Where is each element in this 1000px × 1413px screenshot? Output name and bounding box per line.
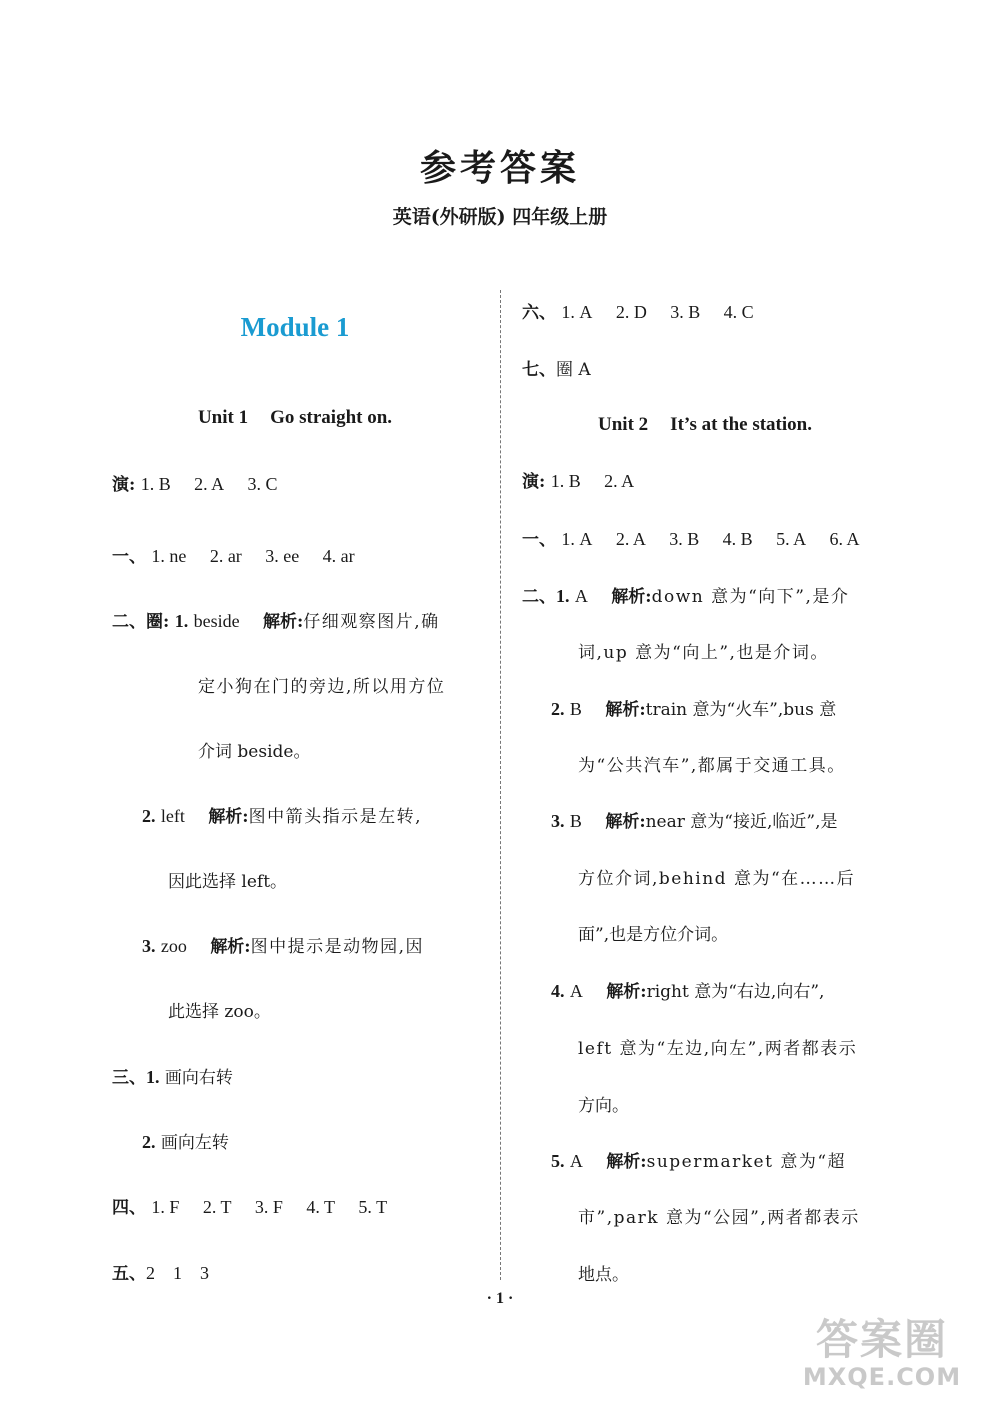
right-yan-row bbox=[522, 467, 634, 492]
column-divider bbox=[500, 290, 501, 1280]
right-section-2-q4 bbox=[551, 977, 824, 1002]
answer: 2. D bbox=[615, 302, 647, 322]
left-section-3-q2 bbox=[142, 1128, 229, 1153]
analysis-label: 解析: bbox=[605, 812, 646, 832]
answer: zoo bbox=[160, 936, 187, 956]
analysis-text: 方向。 bbox=[578, 1096, 629, 1116]
answer: 1. B bbox=[140, 474, 171, 494]
module-title: Module 1 bbox=[240, 312, 350, 342]
section-label: 七、 bbox=[522, 360, 556, 380]
answer: 1. B bbox=[550, 471, 581, 491]
analysis-text: train 意为“火车”,bus 意 bbox=[645, 700, 837, 720]
answer: A bbox=[569, 981, 583, 1001]
analysis-text: 图中提示是动物园,因 bbox=[250, 937, 424, 957]
watermark bbox=[792, 1317, 972, 1399]
answer: B bbox=[569, 699, 582, 719]
unit2-title bbox=[520, 414, 890, 436]
analysis-text: 面”,也是方位介词。 bbox=[578, 925, 729, 945]
answer: 1. A bbox=[561, 302, 593, 322]
question-number: 3. bbox=[142, 936, 156, 956]
answer: 2. A bbox=[194, 474, 225, 494]
answer: beside bbox=[193, 611, 240, 631]
page-number: · 1 · bbox=[486, 1290, 514, 1307]
analysis-label: 解析: bbox=[606, 982, 647, 1002]
analysis-text: 介词 beside。 bbox=[198, 742, 311, 762]
left-section-2-q2 bbox=[142, 802, 422, 827]
answer: 6. A bbox=[829, 529, 860, 549]
unit1-name: Go straight on. bbox=[270, 407, 393, 428]
analysis-text: 图中箭头指示是左转, bbox=[248, 807, 422, 827]
analysis-label: 解析: bbox=[605, 700, 646, 720]
analysis-label: 解析: bbox=[606, 1152, 647, 1172]
answer: 画向右转 bbox=[164, 1068, 233, 1088]
left-section-3-q1 bbox=[112, 1063, 233, 1088]
question-number: 1. bbox=[556, 586, 570, 606]
left-yan-row bbox=[112, 470, 278, 495]
yan-label: 演: bbox=[522, 472, 546, 492]
answer: 1. ne bbox=[151, 546, 187, 566]
answer: 3. F bbox=[254, 1197, 283, 1217]
analysis-label: 解析: bbox=[208, 807, 249, 827]
answer: B bbox=[569, 811, 582, 831]
answer: A bbox=[569, 1151, 583, 1171]
question-number: 2. bbox=[142, 1132, 156, 1152]
left-section-5-row bbox=[112, 1259, 209, 1285]
watermark-site: MXQE.COM bbox=[802, 1363, 962, 1391]
analysis-label: 解析: bbox=[611, 587, 652, 607]
section-label: 二、 bbox=[522, 587, 556, 607]
answer: 1. F bbox=[151, 1197, 180, 1217]
analysis-text: 为“公共汽车”,都属于交通工具。 bbox=[578, 756, 846, 776]
answer: 4. B bbox=[722, 529, 753, 549]
watermark-logo: 答案圈 bbox=[815, 1315, 948, 1364]
answer: 3. C bbox=[247, 474, 278, 494]
right-section-2-q3 bbox=[551, 807, 837, 832]
question-number: 2. bbox=[142, 806, 156, 826]
answer: 圈 A bbox=[556, 360, 591, 380]
analysis-text: 仔细观察图片,确 bbox=[303, 612, 440, 632]
answer: 2. T bbox=[202, 1197, 232, 1217]
analysis-text: down 意为“向下”,是介 bbox=[651, 587, 850, 607]
answer: 3. ee bbox=[265, 546, 300, 566]
right-section-6-row bbox=[522, 298, 754, 323]
left-section-4-row bbox=[112, 1193, 387, 1218]
analysis-text: right 意为“右边,向右”, bbox=[646, 982, 825, 1002]
right-section-7-row bbox=[522, 355, 591, 380]
section-label: 三、 bbox=[112, 1068, 146, 1088]
analysis-text: 市”,park 意为“公园”,两者都表示 bbox=[578, 1208, 860, 1228]
answer: 3. B bbox=[669, 529, 700, 549]
analysis-text: 词,up 意为“向上”,也是介词。 bbox=[578, 643, 829, 663]
right-section-2-q5 bbox=[551, 1147, 846, 1172]
answer: 4. T bbox=[306, 1197, 335, 1217]
section-label: 二、圈: bbox=[112, 612, 170, 632]
right-section-1-row bbox=[522, 525, 860, 550]
answer: 1. A bbox=[561, 529, 593, 549]
answer: 画向左转 bbox=[160, 1133, 229, 1153]
analysis-text: 方位介词,behind 意为“在……后 bbox=[578, 869, 856, 889]
analysis-label: 解析: bbox=[210, 937, 251, 957]
answer: 2 1 3 bbox=[146, 1263, 209, 1283]
question-number: 5. bbox=[551, 1151, 565, 1171]
section-label: 五、 bbox=[112, 1264, 146, 1284]
analysis-text: left 意为“左边,向左”,两者都表示 bbox=[578, 1039, 858, 1059]
section-label: 一、 bbox=[522, 530, 556, 550]
analysis-text: near 意为“接近,临近”,是 bbox=[645, 812, 838, 832]
analysis-text: 地点。 bbox=[578, 1265, 629, 1285]
question-number: 1. bbox=[146, 1067, 160, 1087]
answer: 5. A bbox=[776, 529, 807, 549]
right-section-2-q1 bbox=[522, 582, 849, 607]
question-number: 1. bbox=[174, 611, 189, 631]
analysis-text: 因此选择 left。 bbox=[168, 872, 288, 892]
answer: 2. A bbox=[604, 471, 635, 491]
answer: left bbox=[160, 806, 185, 826]
yan-label: 演: bbox=[112, 475, 136, 495]
left-section-1-row bbox=[112, 542, 355, 567]
unit2-number: Unit 2 bbox=[598, 414, 649, 435]
answer: 2. ar bbox=[209, 546, 242, 566]
right-section-2-q2 bbox=[551, 695, 836, 720]
unit1-number: Unit 1 bbox=[197, 407, 249, 428]
unit2-name: It’s at the station. bbox=[670, 414, 812, 435]
section-label: 一、 bbox=[112, 547, 146, 567]
analysis-label: 解析: bbox=[262, 612, 304, 632]
section-label: 四、 bbox=[112, 1198, 146, 1218]
question-number: 4. bbox=[551, 981, 565, 1001]
answer: 3. B bbox=[670, 302, 701, 322]
answer: 5. T bbox=[358, 1197, 388, 1217]
page-title: 参考答案 bbox=[419, 147, 580, 189]
question-number: 3. bbox=[551, 811, 565, 831]
answer: 4. C bbox=[723, 302, 754, 322]
left-section-2-q1 bbox=[112, 607, 440, 632]
analysis-text: supermarket 意为“超 bbox=[646, 1152, 847, 1172]
answer: 4. ar bbox=[322, 546, 355, 566]
question-number: 2. bbox=[551, 699, 565, 719]
analysis-text: 定小狗在门的旁边,所以用方位 bbox=[198, 677, 446, 697]
page-subtitle: 英语(外研版) 四年级上册 bbox=[392, 206, 608, 228]
section-label: 六、 bbox=[522, 303, 556, 323]
answer: 2. A bbox=[615, 529, 646, 549]
unit1-title bbox=[110, 407, 480, 429]
analysis-text: 此选择 zoo。 bbox=[168, 1002, 271, 1022]
answer: A bbox=[574, 586, 588, 606]
left-section-2-q3 bbox=[142, 932, 424, 957]
